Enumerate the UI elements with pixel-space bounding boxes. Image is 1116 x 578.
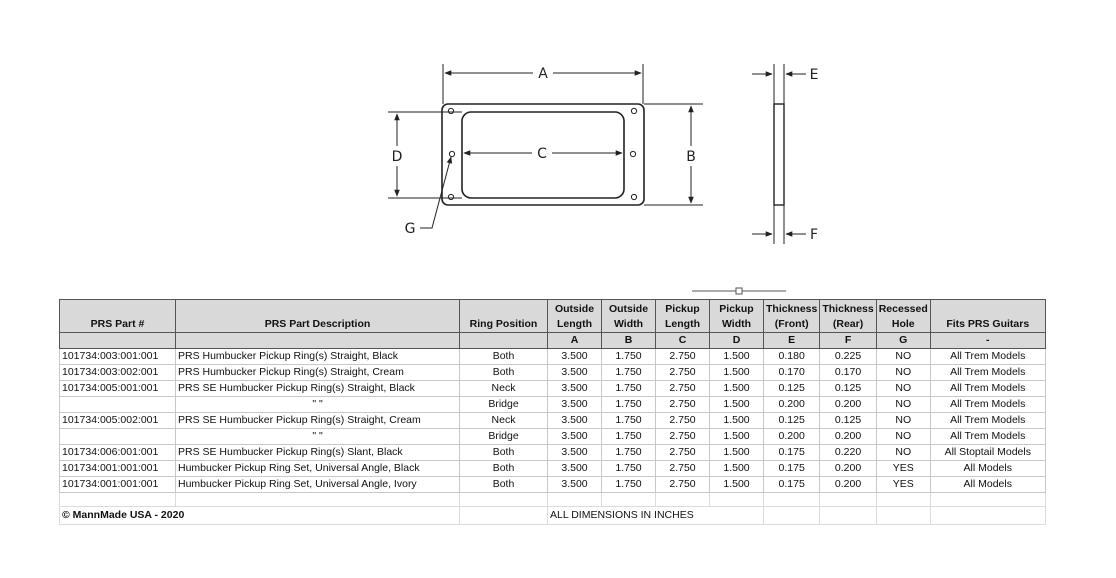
cell-recessed-hole: NO	[876, 413, 930, 429]
cell-ring-position: Both	[460, 365, 548, 381]
cell-pickup-length: 2.750	[656, 445, 710, 461]
cell-fits-guitars: All Stoptail Models	[930, 445, 1045, 461]
cell-description: PRS SE Humbucker Pickup Ring(s) Slant, Black	[176, 445, 460, 461]
table-row	[60, 381, 1046, 397]
screw-hole-mid-left	[449, 151, 454, 156]
cell-recessed-hole: YES	[876, 461, 930, 477]
subheader-g: G	[876, 333, 930, 349]
cell-recessed-hole: NO	[876, 381, 930, 397]
header-pickup-length: Pickup Length	[656, 300, 710, 333]
cell-part-number: 101734:005:002:001	[60, 413, 176, 429]
cell-description: PRS SE Humbucker Pickup Ring(s) Straight, Black	[176, 381, 460, 397]
cell-outside-width: 1.750	[602, 429, 656, 445]
cell-pickup-width: 1.500	[710, 397, 764, 413]
cell-ring-position: Bridge	[460, 429, 548, 445]
subheader-e: E	[764, 333, 820, 349]
cell-fits-guitars: All Models	[930, 461, 1045, 477]
header-thickness-front: Thickness (Front)	[764, 300, 820, 333]
cell-ring-position: Neck	[460, 381, 548, 397]
cell-recessed-hole: NO	[876, 397, 930, 413]
cell-description: " "	[176, 397, 460, 413]
header-thickness-rear: Thickness (Rear)	[820, 300, 876, 333]
cell-pickup-width: 1.500	[710, 349, 764, 365]
label-b: B	[686, 149, 696, 165]
ring-side-view	[774, 104, 784, 205]
cell-fits-guitars: All Trem Models	[930, 381, 1045, 397]
cell-pickup-width: 1.500	[710, 413, 764, 429]
table-row	[60, 445, 1046, 461]
cell-pickup-length: 2.750	[656, 461, 710, 477]
cell-pickup-length: 2.750	[656, 397, 710, 413]
cell-thickness-front: 0.180	[764, 349, 820, 365]
cell-outside-width: 1.750	[602, 381, 656, 397]
cell-thickness-front: 0.175	[764, 477, 820, 493]
cell-part-number: 101734:003:001:001	[60, 349, 176, 365]
label-f: F	[809, 227, 819, 243]
cell-description: PRS SE Humbucker Pickup Ring(s) Straight, Cream	[176, 413, 460, 429]
cell-pickup-length: 2.750	[656, 477, 710, 493]
cell-fits-guitars: All Models	[930, 477, 1045, 493]
cell-part-number: 101734:005:001:001	[60, 381, 176, 397]
subheader-b: B	[602, 333, 656, 349]
table-row	[60, 477, 1046, 493]
column-handle	[736, 288, 742, 294]
screw-hole-bottom-right	[631, 194, 636, 199]
cell-pickup-width: 1.500	[710, 365, 764, 381]
cell-fits-guitars: All Trem Models	[930, 365, 1045, 381]
cell-pickup-length: 2.750	[656, 365, 710, 381]
screw-hole-top-left	[448, 108, 453, 113]
label-g: G	[404, 221, 416, 237]
cell-outside-width: 1.750	[602, 365, 656, 381]
cell-outside-length: 3.500	[548, 365, 602, 381]
header-recessed-hole: Recessed Hole	[876, 300, 930, 333]
cell-fits-guitars: All Trem Models	[930, 429, 1045, 445]
cell-thickness-front: 0.125	[764, 381, 820, 397]
table-row	[60, 413, 1046, 429]
cell-recessed-hole: YES	[876, 477, 930, 493]
subheader-row	[60, 333, 1046, 349]
table-row	[60, 365, 1046, 381]
cell-outside-length: 3.500	[548, 349, 602, 365]
cell-outside-length: 3.500	[548, 413, 602, 429]
spec-table	[59, 299, 1046, 525]
cell-pickup-length: 2.750	[656, 429, 710, 445]
cell-outside-length: 3.500	[548, 429, 602, 445]
cell-thickness-front: 0.200	[764, 397, 820, 413]
cell-outside-width: 1.750	[602, 477, 656, 493]
cell-part-number: 101734:001:001:001	[60, 461, 176, 477]
cell-pickup-width: 1.500	[710, 477, 764, 493]
subheader-d: D	[710, 333, 764, 349]
header-part-number: PRS Part #	[60, 300, 176, 333]
cell-fits-guitars: All Trem Models	[930, 413, 1045, 429]
subheader-cell	[60, 333, 176, 349]
cell-fits-guitars: All Trem Models	[930, 349, 1045, 365]
cell-recessed-hole: NO	[876, 429, 930, 445]
cell-fits-guitars: All Trem Models	[930, 397, 1045, 413]
cell-part-number	[60, 397, 176, 413]
cell-pickup-width: 1.500	[710, 429, 764, 445]
label-a: A	[538, 66, 548, 82]
screw-hole-mid-right	[630, 151, 635, 156]
cell-pickup-length: 2.750	[656, 413, 710, 429]
cell-thickness-rear: 0.220	[820, 445, 876, 461]
cell-thickness-rear: 0.200	[820, 461, 876, 477]
header-outside-width: Outside Width	[602, 300, 656, 333]
header-pickup-width: Pickup Width	[710, 300, 764, 333]
cell-ring-position: Both	[460, 349, 548, 365]
header-outside-length: Outside Length	[548, 300, 602, 333]
cell-recessed-hole: NO	[876, 349, 930, 365]
cell-outside-length: 3.500	[548, 397, 602, 413]
cell-thickness-rear: 0.225	[820, 349, 876, 365]
table-row	[60, 429, 1046, 445]
cell-thickness-rear: 0.200	[820, 397, 876, 413]
screw-hole-top-right	[631, 108, 636, 113]
cell-thickness-front: 0.175	[764, 445, 820, 461]
cell-thickness-front: 0.125	[764, 413, 820, 429]
label-c: C	[537, 146, 547, 162]
cell-outside-width: 1.750	[602, 413, 656, 429]
cell-part-number: 101734:006:001:001	[60, 445, 176, 461]
cell-ring-position: Neck	[460, 413, 548, 429]
cell-description: " "	[176, 429, 460, 445]
cell-ring-position: Bridge	[460, 397, 548, 413]
cell-outside-width: 1.750	[602, 349, 656, 365]
cell-thickness-front: 0.170	[764, 365, 820, 381]
cell-pickup-width: 1.500	[710, 445, 764, 461]
cell-pickup-length: 2.750	[656, 349, 710, 365]
cell-description: PRS Humbucker Pickup Ring(s) Straight, Cream	[176, 365, 460, 381]
cell-thickness-rear: 0.170	[820, 365, 876, 381]
spacer-row	[60, 493, 1046, 507]
cell-thickness-front: 0.175	[764, 461, 820, 477]
subheader-a: A	[548, 333, 602, 349]
cell-ring-position: Both	[460, 477, 548, 493]
cell-outside-length: 3.500	[548, 477, 602, 493]
cell-thickness-rear: 0.125	[820, 413, 876, 429]
cell-pickup-length: 2.750	[656, 381, 710, 397]
cell-description: Humbucker Pickup Ring Set, Universal Angle, Black	[176, 461, 460, 477]
label-e: E	[809, 67, 819, 83]
cell-description: Humbucker Pickup Ring Set, Universal Angle, Ivory	[176, 477, 460, 493]
subheader-dash: -	[930, 333, 1045, 349]
cell-outside-width: 1.750	[602, 461, 656, 477]
header-fits-guitars: Fits PRS Guitars	[930, 300, 1045, 333]
cell-thickness-rear: 0.200	[820, 477, 876, 493]
cell-recessed-hole: NO	[876, 365, 930, 381]
subheader-c: C	[656, 333, 710, 349]
cell-pickup-width: 1.500	[710, 461, 764, 477]
copyright-text: © MannMade USA - 2020	[60, 507, 460, 525]
cell-part-number: 101734:003:002:001	[60, 365, 176, 381]
cell-part-number	[60, 429, 176, 445]
header-ring-position: Ring Position	[460, 300, 548, 333]
cell-recessed-hole: NO	[876, 445, 930, 461]
dimension-g-leader	[420, 157, 451, 228]
header-description: PRS Part Description	[176, 300, 460, 333]
cell-outside-length: 3.500	[548, 381, 602, 397]
cell-thickness-front: 0.200	[764, 429, 820, 445]
subheader-cell	[460, 333, 548, 349]
cell-part-number: 101734:001:001:001	[60, 477, 176, 493]
cell-ring-position: Both	[460, 445, 548, 461]
cell-pickup-width: 1.500	[710, 381, 764, 397]
cell-thickness-rear: 0.200	[820, 429, 876, 445]
table-row	[60, 461, 1046, 477]
header-row	[60, 300, 1046, 333]
cell-outside-width: 1.750	[602, 445, 656, 461]
cell-thickness-rear: 0.125	[820, 381, 876, 397]
cell-ring-position: Both	[460, 461, 548, 477]
table-row	[60, 349, 1046, 365]
subheader-cell	[176, 333, 460, 349]
cell-outside-width: 1.750	[602, 397, 656, 413]
dimensions-note: ALL DIMENSIONS IN INCHES	[548, 507, 764, 525]
label-d: D	[391, 149, 403, 165]
table-row	[60, 397, 1046, 413]
cell-outside-length: 3.500	[548, 461, 602, 477]
cell-outside-length: 3.500	[548, 445, 602, 461]
footer-row	[60, 507, 1046, 525]
screw-hole-bottom-left	[448, 194, 453, 199]
cell-description: PRS Humbucker Pickup Ring(s) Straight, Black	[176, 349, 460, 365]
subheader-f: F	[820, 333, 876, 349]
